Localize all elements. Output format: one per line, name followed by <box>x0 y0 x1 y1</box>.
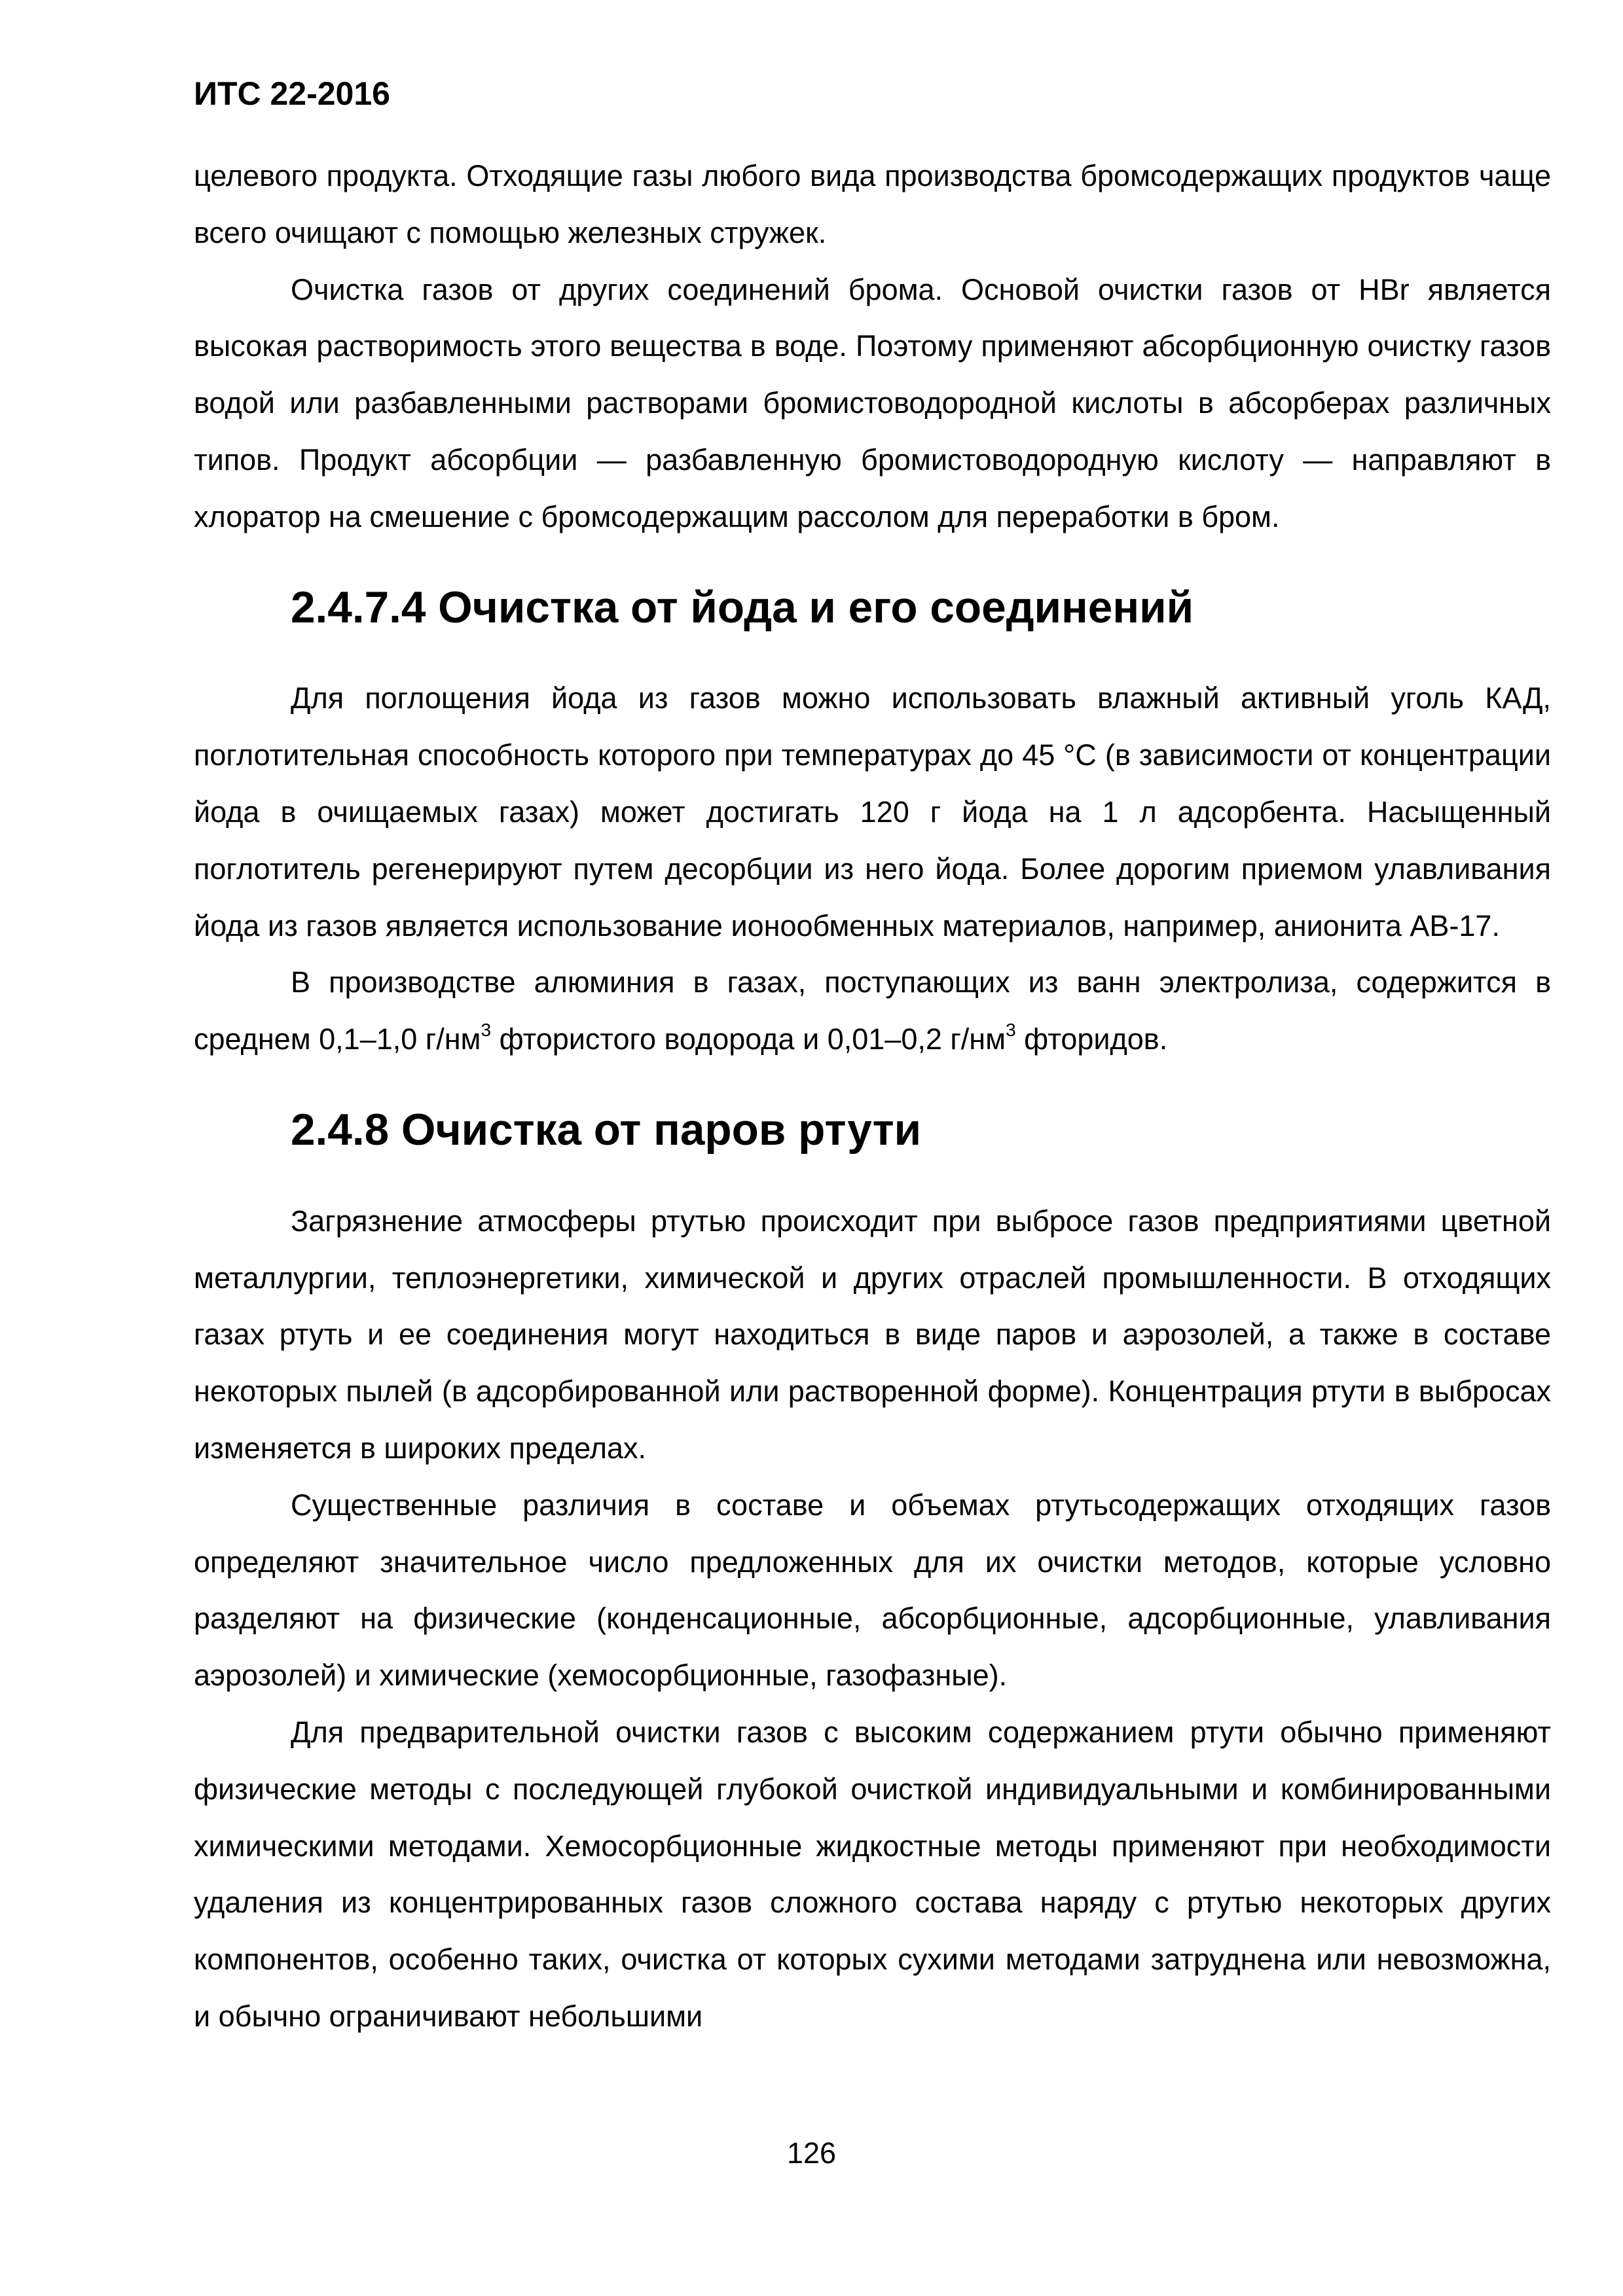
text-fragment: фторидов. <box>1015 1022 1168 1056</box>
superscript: 3 <box>481 1020 492 1041</box>
text-fragment: В производстве алюминия в газах, поступающих из ванн электролиза, содержится в среднем 0,1–1,0 г/нм <box>194 965 1551 1056</box>
paragraph-continuation: целевого продукта. Отходящие газы любого вида производства бромсодержащих продуктов чаще всего очищают с помощью железных стружек. <box>194 159 1551 249</box>
paragraph-mercury-methods: Существенные различия в составе и объемах ртутьсодержащих отходящих газов определяют значительное число предложенных для их очистки методов, которые условно разделяют на физические (конденсационные, абсорбционные, адсорбционные, улавливания аэрозолей) и химические (хемосорбционные, газофазные). <box>194 1488 1551 1693</box>
paragraph-aluminium-production <box>194 954 1551 1068</box>
section-heading-mercury: 2.4.8 Очистка от паров ртути <box>291 1105 922 1155</box>
document-body <box>194 148 1551 2045</box>
superscript: 3 <box>1006 1020 1016 1041</box>
paragraph-bromine-compounds: Очистка газов от других соединений брома. Основой очистки газов от HBr является высокая растворимость этого вещества в воде. Поэтому применяют абсорбционную очистку газов водой или разбавленными растворами бромистоводородной кислоты в абсорберах различных типов. Продукт абсорбции — разбавленную бромистоводородную кислоту — направляют в хлоратор на смешение с бромсодержащим рассолом для переработки в бром. <box>194 272 1551 533</box>
document-code-header: ИТС 22-2016 <box>194 75 390 112</box>
section-heading-iodine: 2.4.7.4 Очистка от йода и его соединений <box>291 583 1194 632</box>
page-number: 126 <box>786 2136 837 2170</box>
paragraph-mercury-pollution: Загрязнение атмосферы ртутью происходит при выбросе газов предприятиями цветной металлургии, теплоэнергетики, химической и других отраслей промышленности. В отходящих газах ртуть и ее соединения могут находиться в виде паров и аэрозолей, а также в составе некоторых пылей (в адсорбированной или растворенной форме). Концентрация ртути в выбросах изменяется в широких пределах. <box>194 1204 1551 1465</box>
text-fragment: фтористого водорода и 0,01–0,2 г/нм <box>491 1022 1006 1056</box>
paragraph-iodine-absorption: Для поглощения йода из газов можно использовать влажный активный уголь КАД, поглотительная способность которого при температурах до 45 °С (в зависимости от концентрации йода в очищаемых газах) может достигать 120 г йода на 1 л адсорбента. Насыщенный поглотитель регенерируют путем десорбции из него йода. Более дорогим приемом улавливания йода из газов является использование ионообменных материалов, например, анионита АВ-17. <box>194 681 1551 942</box>
paragraph-mercury-preliminary-cleaning: Для предварительной очистки газов с высоким содержанием ртути обычно применяют физические методы с последующей глубокой очисткой индивидуальными и комбинированными химическими методами. Хемосорбционные жидкостные методы применяют при необходимости удаления из концентрированных газов сложного состава наряду с ртутью некоторых других компонентов, особенно таких, очистка от которых сухими методами затруднена или невозможна, и обычно ограничивают небольшими <box>194 1715 1551 2033</box>
